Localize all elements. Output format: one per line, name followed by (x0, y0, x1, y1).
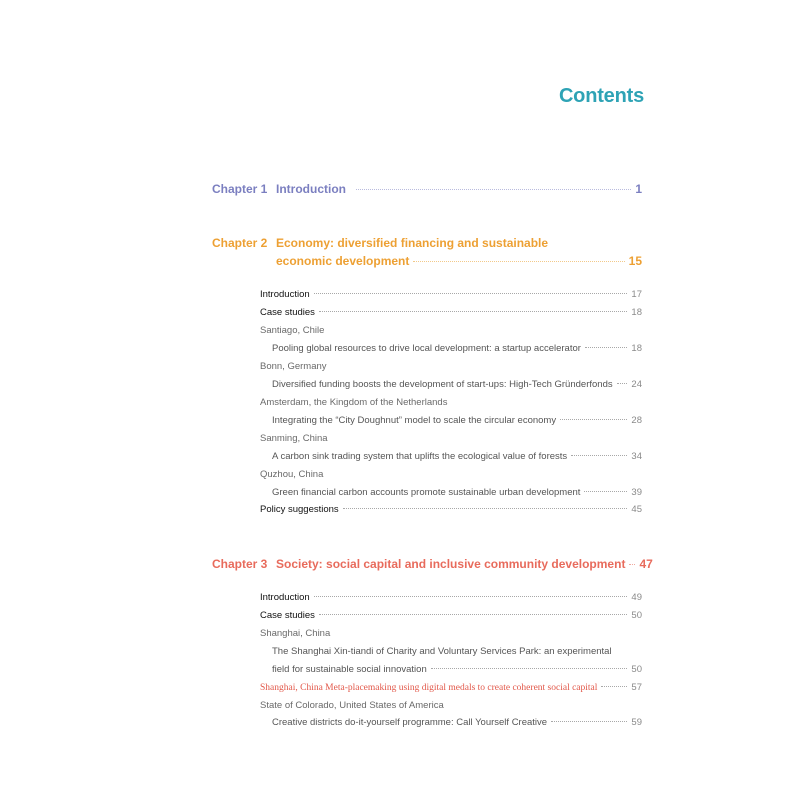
dot-leader (343, 508, 628, 509)
ch2-case-studies-page: 18 (631, 307, 642, 318)
chapter-2-label: Chapter 2 (212, 236, 268, 250)
ch2-case-studies-entry[interactable] (260, 307, 642, 318)
ch2-case-studies-text: Case studies (260, 307, 315, 318)
case-page: 50 (631, 664, 642, 675)
chapter-2-entry-line2[interactable] (212, 254, 642, 268)
case-page: 28 (631, 415, 642, 426)
case-entry[interactable] (272, 379, 642, 390)
case-page: 34 (631, 451, 642, 462)
case-entry[interactable] (272, 487, 642, 498)
chapter-2-entry[interactable] (212, 236, 642, 250)
ch2-introduction-page: 17 (631, 289, 642, 300)
ch2-introduction-text: Introduction (260, 289, 310, 300)
dot-leader (629, 564, 635, 565)
dot-leader (551, 721, 627, 722)
dot-leader (356, 189, 631, 190)
case-entry[interactable] (272, 664, 642, 675)
chapter-3-page: 47 (639, 557, 653, 571)
case-title: Creative districts do-it-yourself programme: Call Yourself Creative (272, 717, 548, 728)
chapter-3-title: Society: social capital and inclusive community development (276, 557, 626, 571)
chapter-2-title-line1: Economy: diversified financing and sustainable (276, 236, 549, 250)
dot-leader (584, 491, 627, 492)
case-entry[interactable] (272, 451, 642, 462)
case-location: Sanming, China (260, 433, 328, 444)
chapter-1-page: 1 (635, 182, 642, 196)
dot-leader (314, 596, 628, 597)
case-page: 24 (631, 379, 642, 390)
ch3-case-studies-page: 50 (631, 610, 642, 621)
ch3-introduction-entry[interactable] (260, 592, 642, 603)
case-entry[interactable] (272, 343, 642, 354)
case-entry-highlighted[interactable] (260, 682, 642, 693)
dot-leader (617, 383, 628, 384)
case-title-line2: field for sustainable social innovation (272, 664, 427, 675)
case-title: Green financial carbon accounts promote sustainable urban development (272, 487, 581, 498)
case-location: Amsterdam, the Kingdom of the Netherlands (260, 397, 448, 408)
case-location: Bonn, Germany (260, 361, 327, 372)
dot-leader (319, 311, 628, 312)
case-title: Integrating the “City Doughnut” model to scale the circular economy (272, 415, 557, 426)
chapter-1-entry[interactable] (212, 182, 642, 196)
chapter-3-entry[interactable] (212, 557, 653, 571)
chapter-1-label: Chapter 1 (212, 182, 268, 196)
case-page: 57 (631, 682, 642, 693)
case-location: Quzhou, China (260, 469, 324, 480)
case-title: Shanghai, China Meta-placemaking using digital medals to create coherent social capital (260, 683, 598, 693)
case-location: Santiago, Chile (260, 325, 325, 336)
case-location: Shanghai, China (260, 628, 331, 639)
dot-leader (319, 614, 628, 615)
ch3-introduction-text: Introduction (260, 592, 310, 603)
ch2-policy-text: Policy suggestions (260, 504, 339, 515)
case-title: Pooling global resources to drive local development: a startup accelerator (272, 343, 581, 354)
case-title-line1[interactable]: The Shanghai Xin-tiandi of Charity and Voluntary Services Park: an experimental (272, 646, 612, 657)
case-title: Diversified funding boosts the development of start-ups: High-Tech Gründerfonds (272, 379, 613, 390)
ch3-introduction-page: 49 (631, 592, 642, 603)
dot-leader (314, 293, 628, 294)
case-page: 59 (631, 717, 642, 728)
chapter-3-label: Chapter 3 (212, 557, 268, 571)
case-location: State of Colorado, United States of America (260, 700, 444, 711)
case-entry[interactable] (272, 717, 642, 728)
chapter-2-page: 15 (628, 254, 642, 268)
ch2-introduction-entry[interactable] (260, 289, 642, 300)
case-page: 18 (631, 343, 642, 354)
dot-leader (413, 261, 624, 262)
dot-leader (571, 455, 627, 456)
ch2-policy-entry[interactable] (260, 504, 642, 515)
dot-leader (585, 347, 628, 348)
dot-leader (601, 686, 627, 687)
case-page: 39 (631, 487, 642, 498)
ch2-policy-page: 45 (631, 504, 642, 515)
dot-leader (431, 668, 628, 669)
case-title: A carbon sink trading system that uplifts the ecological value of forests (272, 451, 568, 462)
page-title: Contents (558, 85, 644, 107)
dot-leader (560, 419, 627, 420)
chapter-1-title: Introduction (276, 182, 346, 196)
ch3-case-studies-entry[interactable] (260, 610, 642, 621)
chapter-2-title-line2: economic development (276, 254, 410, 268)
case-entry[interactable] (272, 415, 642, 426)
ch3-case-studies-text: Case studies (260, 610, 315, 621)
